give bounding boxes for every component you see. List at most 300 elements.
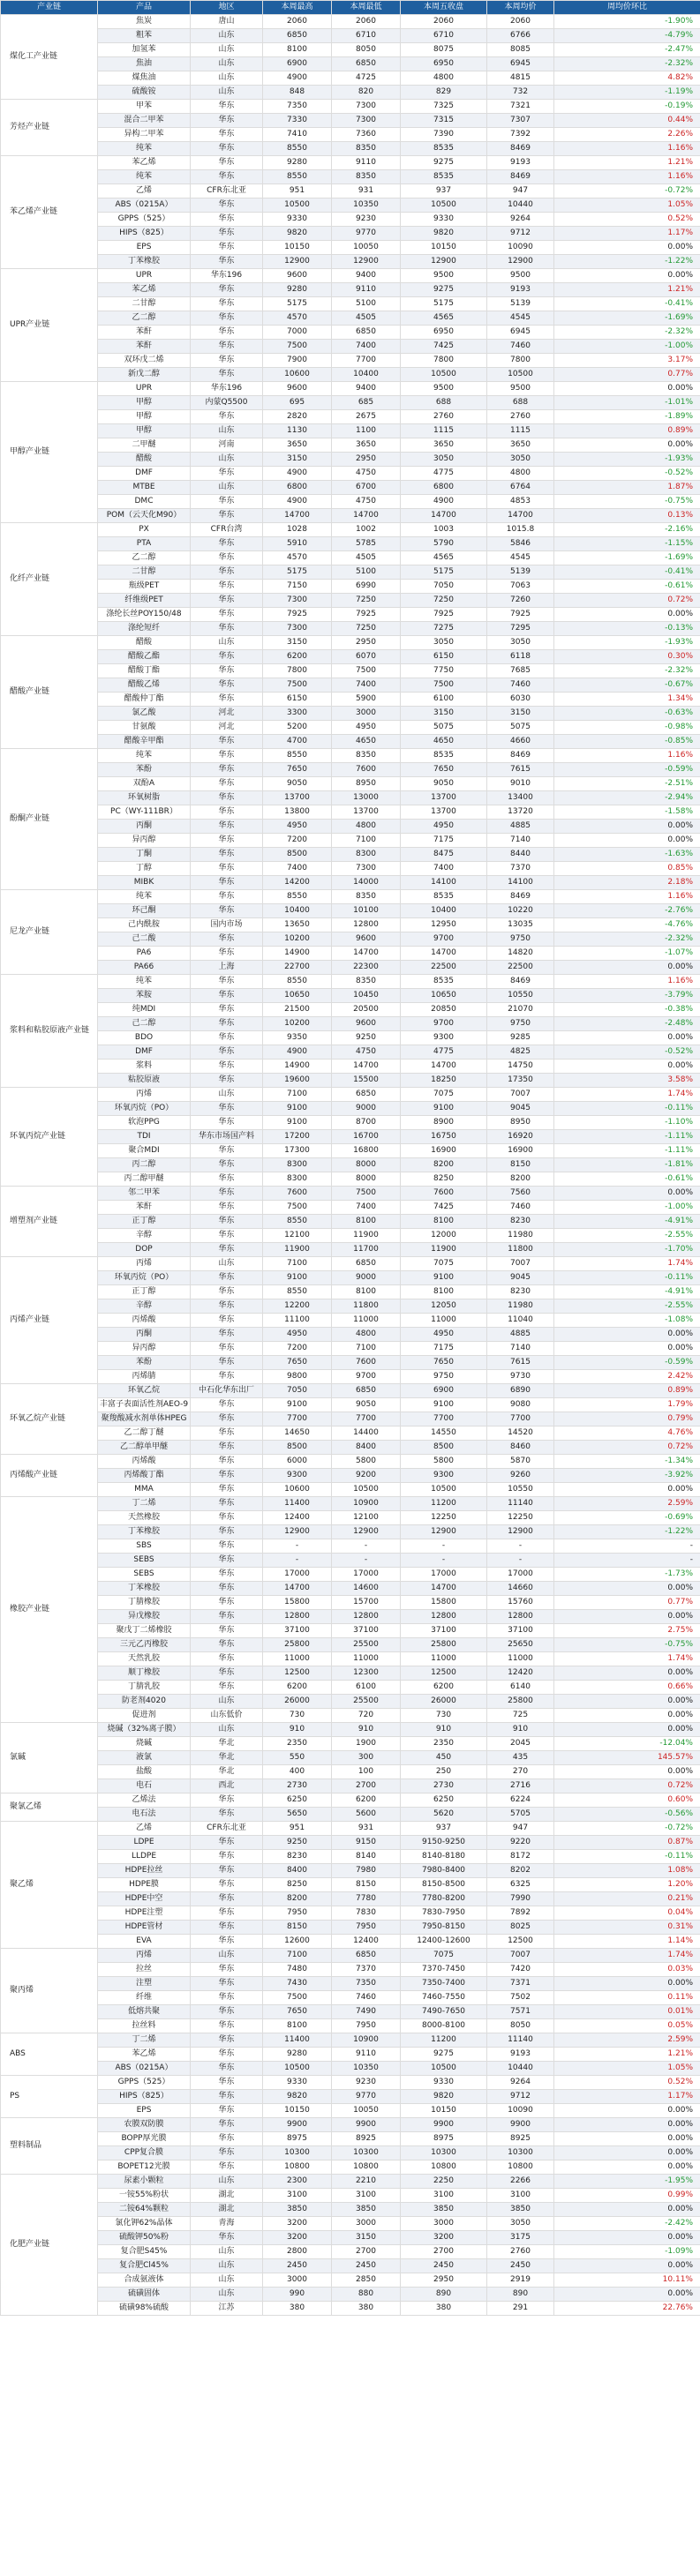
week-avg-cell: 7615 <box>487 1356 554 1370</box>
week-low-cell: 7100 <box>332 834 401 848</box>
table-row <box>1 2189 700 2203</box>
table-row <box>1 2288 700 2302</box>
change-cell: -2.42% <box>554 2217 700 2231</box>
week-high-cell: 6000 <box>263 1455 332 1469</box>
table-row <box>1 1892 700 1906</box>
friday-close-cell: 2760 <box>401 410 487 424</box>
table-row <box>1 805 700 820</box>
change-cell: 0.77% <box>554 368 700 382</box>
table-row <box>1 2048 700 2062</box>
week-avg-cell: 6945 <box>487 326 554 340</box>
week-low-cell: 2675 <box>332 410 401 424</box>
product-cell: 拉丝 <box>98 1963 191 1977</box>
week-high-cell: 2820 <box>263 410 332 424</box>
change-cell: 0.44% <box>554 114 700 128</box>
friday-close-cell: 10800 <box>401 2160 487 2175</box>
product-cell: 纯苯 <box>98 975 191 989</box>
table-row <box>1 791 700 805</box>
table-row <box>1 1610 700 1624</box>
region-cell: 国内市场 <box>191 918 263 932</box>
week-high-cell: 26000 <box>263 1695 332 1709</box>
region-cell: 河北 <box>191 707 263 721</box>
table-row <box>1 2076 700 2090</box>
product-cell: 防老剂4020 <box>98 1695 191 1709</box>
week-avg-cell: 13035 <box>487 918 554 932</box>
change-cell: -0.52% <box>554 1045 700 1060</box>
week-high-cell: 9250 <box>263 1836 332 1850</box>
table-row <box>1 1935 700 1949</box>
week-high-cell: 4570 <box>263 551 332 565</box>
week-low-cell: 7980 <box>332 1864 401 1878</box>
table-row <box>1 1836 700 1850</box>
change-cell: 2.75% <box>554 1624 700 1638</box>
week-low-cell: 7500 <box>332 664 401 678</box>
change-cell: 2.26% <box>554 128 700 142</box>
product-cell: 烧碱 <box>98 1737 191 1751</box>
product-cell: ABS（0215A） <box>98 2062 191 2076</box>
change-cell: 0.00% <box>554 1709 700 1723</box>
product-cell: 氯乙酸 <box>98 707 191 721</box>
week-low-cell: 11900 <box>332 1229 401 1243</box>
region-cell: 华东 <box>191 594 263 608</box>
week-high-cell: 951 <box>263 1822 332 1836</box>
region-cell: 华东 <box>191 1850 263 1864</box>
week-high-cell: 11400 <box>263 2033 332 2048</box>
week-avg-cell: 9045 <box>487 1271 554 1285</box>
week-avg-cell: 732 <box>487 86 554 100</box>
week-high-cell: 12400 <box>263 1511 332 1525</box>
product-cell: EVA <box>98 1935 191 1949</box>
header-week-low: 本周最低 <box>332 1 401 15</box>
week-low-cell: 10100 <box>332 904 401 918</box>
week-low-cell: 4750 <box>332 1045 401 1060</box>
region-cell: 华东 <box>191 2132 263 2146</box>
week-avg-cell: 10090 <box>487 241 554 255</box>
region-cell: 山东 <box>191 2245 263 2259</box>
friday-close-cell: 7650 <box>401 763 487 777</box>
friday-close-cell: 7750 <box>401 664 487 678</box>
week-avg-cell: 7370 <box>487 862 554 876</box>
table-row <box>1 1469 700 1483</box>
week-low-cell: 1900 <box>332 1737 401 1751</box>
week-avg-cell: 7063 <box>487 580 554 594</box>
week-low-cell: 3650 <box>332 438 401 453</box>
week-high-cell: 9100 <box>263 1102 332 1116</box>
friday-close-cell: 2700 <box>401 2245 487 2259</box>
week-high-cell: 9280 <box>263 156 332 170</box>
region-cell: 华北 <box>191 1737 263 1751</box>
friday-close-cell: 12050 <box>401 1299 487 1314</box>
product-cell: 双环戊二烯 <box>98 354 191 368</box>
chain-label: 聚氯乙烯 <box>1 1793 98 1822</box>
change-cell: -1.22% <box>554 1525 700 1539</box>
chain-label: 酚酮产业链 <box>1 749 98 890</box>
week-high-cell: 7050 <box>263 1384 332 1398</box>
week-low-cell: 10900 <box>332 2033 401 2048</box>
week-high-cell: 11900 <box>263 1243 332 1257</box>
week-high-cell: 695 <box>263 396 332 410</box>
week-low-cell: 5600 <box>332 1808 401 1822</box>
week-high-cell: 4950 <box>263 1328 332 1342</box>
change-cell: 1.74% <box>554 1652 700 1666</box>
product-cell: 瓶级PET <box>98 580 191 594</box>
week-low-cell: 22300 <box>332 961 401 975</box>
friday-close-cell: 7075 <box>401 1257 487 1271</box>
region-cell: 华东 <box>191 1271 263 1285</box>
friday-close-cell: 5175 <box>401 565 487 580</box>
week-high-cell: 7480 <box>263 1963 332 1977</box>
table-row <box>1 198 700 213</box>
table-row <box>1 57 700 71</box>
table-row <box>1 1243 700 1257</box>
week-avg-cell: 12900 <box>487 1525 554 1539</box>
week-low-cell: 5100 <box>332 565 401 580</box>
change-cell: -1.95% <box>554 2175 700 2189</box>
week-avg-cell: 11800 <box>487 1243 554 1257</box>
product-cell: 醋酸 <box>98 453 191 467</box>
friday-close-cell: 15800 <box>401 1596 487 1610</box>
header-friday-close: 本周五收盘 <box>401 1 487 15</box>
week-low-cell: 3000 <box>332 707 401 721</box>
week-low-cell: 3850 <box>332 2203 401 2217</box>
week-avg-cell: 17350 <box>487 1074 554 1088</box>
friday-close-cell: 9275 <box>401 2048 487 2062</box>
week-avg-cell: 6140 <box>487 1681 554 1695</box>
product-cell: LDPE <box>98 1836 191 1850</box>
week-low-cell: 5100 <box>332 297 401 311</box>
table-row <box>1 1765 700 1779</box>
friday-close-cell: 7425 <box>401 1201 487 1215</box>
week-low-cell: 8350 <box>332 170 401 184</box>
friday-close-cell: 2950 <box>401 2273 487 2288</box>
change-cell: 0.79% <box>554 1412 700 1427</box>
week-high-cell: 8550 <box>263 1285 332 1299</box>
product-cell: 苯酐 <box>98 326 191 340</box>
friday-close-cell: 6100 <box>401 693 487 707</box>
week-high-cell: 14700 <box>263 509 332 523</box>
friday-close-cell: 6950 <box>401 326 487 340</box>
product-cell: 低熔共聚 <box>98 2005 191 2019</box>
week-low-cell: 7950 <box>332 2019 401 2033</box>
week-avg-cell: 9712 <box>487 2090 554 2104</box>
week-avg-cell: 12250 <box>487 1511 554 1525</box>
product-cell: 纯MDI <box>98 1003 191 1017</box>
week-avg-cell: 11980 <box>487 1299 554 1314</box>
table-row <box>1 1158 700 1172</box>
table-row <box>1 1031 700 1045</box>
week-low-cell: 7360 <box>332 128 401 142</box>
region-cell: 华东 <box>191 198 263 213</box>
product-cell: 烧碱（32%离子膜） <box>98 1723 191 1737</box>
change-cell: 0.00% <box>554 1342 700 1356</box>
week-low-cell: 10800 <box>332 2160 401 2175</box>
product-cell: MIBK <box>98 876 191 890</box>
product-cell: 环己酮 <box>98 904 191 918</box>
friday-close-cell: 12900 <box>401 255 487 269</box>
week-low-cell: 2850 <box>332 2273 401 2288</box>
week-avg-cell: 4545 <box>487 551 554 565</box>
change-cell: -1.70% <box>554 1243 700 1257</box>
region-cell: 华东 <box>191 2033 263 2048</box>
week-avg-cell: 12900 <box>487 255 554 269</box>
table-row <box>1 1751 700 1765</box>
week-high-cell: 11000 <box>263 1652 332 1666</box>
change-cell: 0.52% <box>554 213 700 227</box>
region-cell: 华东 <box>191 1681 263 1695</box>
friday-close-cell: 6200 <box>401 1681 487 1695</box>
table-row <box>1 2118 700 2132</box>
friday-close-cell: 37100 <box>401 1624 487 1638</box>
change-cell: 3.17% <box>554 354 700 368</box>
week-low-cell: 6850 <box>332 57 401 71</box>
change-cell: 2.42% <box>554 1370 700 1384</box>
change-cell: 0.89% <box>554 424 700 438</box>
product-cell: 丙烯酸 <box>98 1314 191 1328</box>
friday-close-cell: 7370-7450 <box>401 1963 487 1977</box>
week-low-cell: 13700 <box>332 805 401 820</box>
product-cell: GPPS（525） <box>98 213 191 227</box>
week-avg-cell: 9900 <box>487 2118 554 2132</box>
change-cell: 1.17% <box>554 2090 700 2104</box>
week-avg-cell: 7140 <box>487 834 554 848</box>
week-high-cell: 7200 <box>263 834 332 848</box>
week-avg-cell: 7007 <box>487 1257 554 1271</box>
region-cell: 华东 <box>191 1116 263 1130</box>
week-high-cell: 6200 <box>263 1681 332 1695</box>
product-cell: 苯酐 <box>98 1201 191 1215</box>
change-cell: -12.04% <box>554 1737 700 1751</box>
week-avg-cell: 8440 <box>487 848 554 862</box>
friday-close-cell: 730 <box>401 1709 487 1723</box>
week-low-cell: 7250 <box>332 622 401 636</box>
change-cell: 0.00% <box>554 241 700 255</box>
week-low-cell: 10400 <box>332 368 401 382</box>
change-cell: 1.16% <box>554 975 700 989</box>
product-cell: 煤焦油 <box>98 71 191 86</box>
change-cell: -4.76% <box>554 918 700 932</box>
week-low-cell: 7100 <box>332 1342 401 1356</box>
region-cell: 山东 <box>191 424 263 438</box>
week-low-cell: 8150 <box>332 1878 401 1892</box>
friday-close-cell: 5790 <box>401 537 487 551</box>
friday-close-cell: 14100 <box>401 876 487 890</box>
region-cell: 山东 <box>191 1088 263 1102</box>
friday-close-cell: 6950 <box>401 57 487 71</box>
change-cell: 0.00% <box>554 820 700 834</box>
week-avg-cell: 9712 <box>487 227 554 241</box>
table-row <box>1 523 700 537</box>
region-cell: 华东 <box>191 1172 263 1187</box>
region-cell: 华东 <box>191 1299 263 1314</box>
header-row <box>1 1 700 15</box>
week-low-cell: 15500 <box>332 1074 401 1088</box>
product-cell: 异构二甲苯 <box>98 128 191 142</box>
week-avg-cell: 6764 <box>487 481 554 495</box>
region-cell: 山东 <box>191 1257 263 1271</box>
change-cell: -2.51% <box>554 777 700 791</box>
week-low-cell: 2060 <box>332 15 401 29</box>
region-cell: 华东 <box>191 763 263 777</box>
week-low-cell: 7350 <box>332 1977 401 1991</box>
week-high-cell: 3150 <box>263 453 332 467</box>
week-low-cell: 8400 <box>332 1441 401 1455</box>
table-row <box>1 213 700 227</box>
table-row <box>1 1017 700 1031</box>
change-cell: -0.98% <box>554 721 700 735</box>
header-week-avg: 本周均价 <box>487 1 554 15</box>
table-row <box>1 1963 700 1977</box>
product-cell: 丁苯橡胶 <box>98 1582 191 1596</box>
table-row <box>1 71 700 86</box>
change-cell: -1.81% <box>554 1158 700 1172</box>
product-cell: 注塑 <box>98 1977 191 1991</box>
table-row <box>1 932 700 947</box>
product-cell: 环氧丙烷（PO） <box>98 1102 191 1116</box>
change-cell: -0.63% <box>554 707 700 721</box>
table-row <box>1 763 700 777</box>
week-high-cell: 25800 <box>263 1638 332 1652</box>
table-row <box>1 1624 700 1638</box>
table-row <box>1 1850 700 1864</box>
week-high-cell: 2730 <box>263 1779 332 1793</box>
week-high-cell: 9100 <box>263 1116 332 1130</box>
friday-close-cell: 8075 <box>401 43 487 57</box>
product-cell: 苯乙烯 <box>98 283 191 297</box>
week-high-cell: 10600 <box>263 368 332 382</box>
week-avg-cell: 9220 <box>487 1836 554 1850</box>
product-cell: 甲醇 <box>98 410 191 424</box>
week-avg-cell: 10500 <box>487 368 554 382</box>
region-cell: 华东 <box>191 1031 263 1045</box>
week-avg-cell: 14660 <box>487 1582 554 1596</box>
week-high-cell: 10800 <box>263 2160 332 2175</box>
change-cell: 1.87% <box>554 481 700 495</box>
change-cell: -0.41% <box>554 297 700 311</box>
change-cell: 0.72% <box>554 1779 700 1793</box>
week-avg-cell: 2045 <box>487 1737 554 1751</box>
product-cell: 甲苯 <box>98 100 191 114</box>
friday-close-cell: 17000 <box>401 1568 487 1582</box>
week-avg-cell: 9264 <box>487 213 554 227</box>
week-high-cell: 21500 <box>263 1003 332 1017</box>
week-high-cell: 3000 <box>263 2273 332 2288</box>
change-cell: 1.74% <box>554 1257 700 1271</box>
week-low-cell: 9700 <box>332 1370 401 1384</box>
week-low-cell: 8350 <box>332 890 401 904</box>
chain-label: 化肥产业链 <box>1 2175 98 2316</box>
week-low-cell: 9110 <box>332 2048 401 2062</box>
week-avg-cell: 11980 <box>487 1229 554 1243</box>
change-cell: 22.76% <box>554 2302 700 2316</box>
chain-label: 聚丙烯 <box>1 1949 98 2033</box>
week-high-cell: 6800 <box>263 481 332 495</box>
product-cell: 苯酚 <box>98 763 191 777</box>
table-row <box>1 255 700 269</box>
week-low-cell: 20500 <box>332 1003 401 1017</box>
chain-label: 塑料制品 <box>1 2118 98 2175</box>
table-row <box>1 890 700 904</box>
table-row <box>1 848 700 862</box>
table-row <box>1 354 700 368</box>
change-cell: 145.57% <box>554 1751 700 1765</box>
table-row <box>1 1328 700 1342</box>
region-cell: 华东 <box>191 1977 263 1991</box>
week-low-cell: 8950 <box>332 777 401 791</box>
chain-label: 芳烃产业链 <box>1 100 98 156</box>
change-cell: -4.91% <box>554 1285 700 1299</box>
region-cell: 华东 <box>191 890 263 904</box>
product-cell: 粗苯 <box>98 29 191 43</box>
region-cell: 华东 <box>191 1003 263 1017</box>
friday-close-cell: 6800 <box>401 481 487 495</box>
product-cell: BDO <box>98 1031 191 1045</box>
week-avg-cell: 435 <box>487 1751 554 1765</box>
week-high-cell: 9330 <box>263 213 332 227</box>
region-cell: 华东 <box>191 1102 263 1116</box>
week-avg-cell: 7800 <box>487 354 554 368</box>
product-cell: DOP <box>98 1243 191 1257</box>
week-avg-cell: 12420 <box>487 1666 554 1681</box>
header-region: 地区 <box>191 1 263 15</box>
friday-close-cell: 10500 <box>401 198 487 213</box>
product-cell: 异丙醇 <box>98 1342 191 1356</box>
region-cell: 华东 <box>191 410 263 424</box>
week-low-cell: 7400 <box>332 1201 401 1215</box>
product-cell: 复合肥S45% <box>98 2245 191 2259</box>
friday-close-cell: - <box>401 1554 487 1568</box>
week-avg-cell: 270 <box>487 1765 554 1779</box>
product-cell: 乙二醇 <box>98 551 191 565</box>
product-cell: 丙酮 <box>98 1328 191 1342</box>
week-high-cell: 7000 <box>263 326 332 340</box>
friday-close-cell: 6900 <box>401 1384 487 1398</box>
change-cell: 0.31% <box>554 1921 700 1935</box>
region-cell: 华东 <box>191 749 263 763</box>
week-low-cell: 880 <box>332 2288 401 2302</box>
product-cell: 苯乙烯 <box>98 156 191 170</box>
friday-close-cell: 7325 <box>401 100 487 114</box>
change-cell: -2.55% <box>554 1229 700 1243</box>
week-low-cell: 5785 <box>332 537 401 551</box>
friday-close-cell: 7075 <box>401 1949 487 1963</box>
week-low-cell: 13000 <box>332 791 401 805</box>
week-low-cell: 12800 <box>332 918 401 932</box>
week-avg-cell: 7460 <box>487 1201 554 1215</box>
week-low-cell: 6850 <box>332 1384 401 1398</box>
week-low-cell: 8140 <box>332 1850 401 1864</box>
week-low-cell: 9050 <box>332 1398 401 1412</box>
week-avg-cell: 8085 <box>487 43 554 57</box>
friday-close-cell: 5800 <box>401 1455 487 1469</box>
change-cell: -1.69% <box>554 311 700 326</box>
table-row <box>1 340 700 354</box>
table-row <box>1 2160 700 2175</box>
friday-close-cell: 9820 <box>401 2090 487 2104</box>
region-cell: 华东 <box>191 2019 263 2033</box>
week-low-cell: 5800 <box>332 1455 401 1469</box>
region-cell: 西北 <box>191 1779 263 1793</box>
product-cell: 醋酸乙烯 <box>98 678 191 693</box>
week-high-cell: 4700 <box>263 735 332 749</box>
change-cell: 0.00% <box>554 1328 700 1342</box>
week-low-cell: 6700 <box>332 481 401 495</box>
week-avg-cell: 9500 <box>487 269 554 283</box>
week-low-cell: 10050 <box>332 2104 401 2118</box>
week-high-cell: 550 <box>263 1751 332 1765</box>
week-high-cell: 8550 <box>263 975 332 989</box>
table-row <box>1 1144 700 1158</box>
change-cell: -1.73% <box>554 1568 700 1582</box>
